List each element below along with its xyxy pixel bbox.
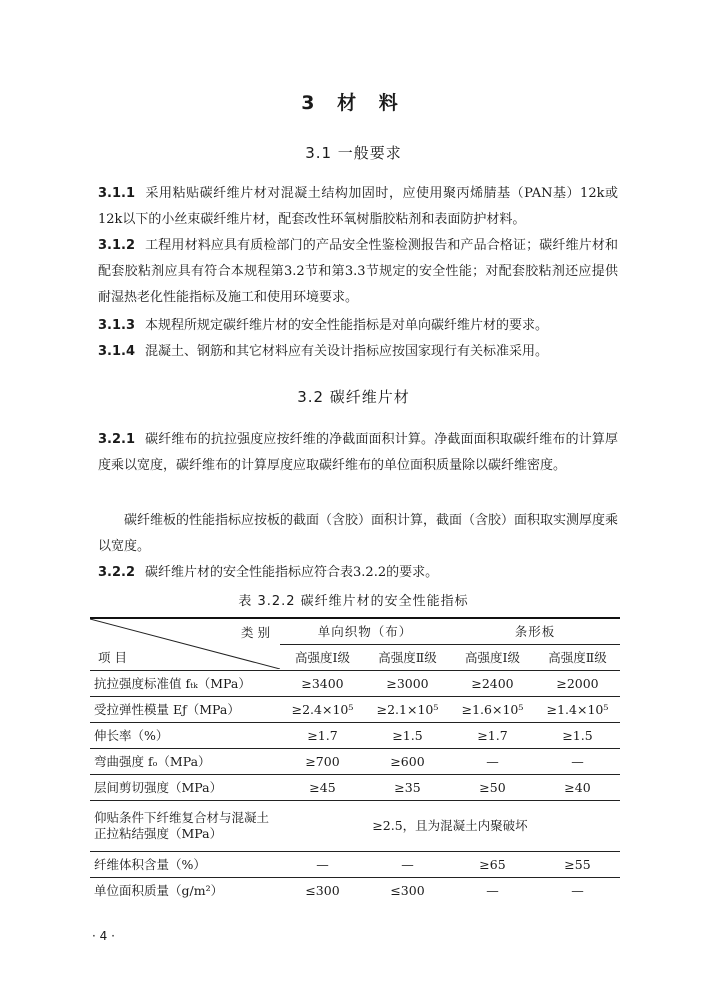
row-value: ≥50 [450, 775, 535, 801]
table-caption: 表 3.2.2 碳纤维片材的安全性能指标 [238, 594, 469, 609]
section-title-3-1: 3.1 一般要求 [305, 144, 402, 162]
row-value: ≥65 [450, 852, 535, 878]
safety-performance-table [90, 617, 620, 903]
clause-text: 碳纤维布的抗拉强度应按纤维的净截面面积计算。净截面面积取碳纤维布的计算厚度乘以宽度，碳纤维布的计算厚度应取碳纤维布的单位面积质量除以碳纤维密度。 [98, 432, 618, 473]
clause-3-1-1 [98, 181, 618, 233]
clause-3-2-1-continued: 碳纤维板的性能指标应按板的截面（含胶）面积计算，截面（含胶）面积取实测厚度乘以宽度。 [98, 513, 619, 554]
clause-3-1-3 [98, 313, 618, 339]
clause-number: 3.1.2 [98, 238, 136, 253]
table-row [90, 671, 620, 697]
clause-number: 3.1.4 [98, 344, 136, 359]
table-row [90, 697, 620, 723]
clause-number: 3.1.1 [98, 186, 136, 201]
row-value: ≥600 [365, 749, 450, 775]
row-item: 层间剪切强度（MPa） [90, 775, 280, 801]
subheader-cell: 高强度Ⅱ级 [365, 645, 450, 671]
group-header-fabric: 单向织物（布） [280, 618, 450, 645]
clause-3-1-4 [98, 339, 618, 365]
clause-3-2-2 [98, 560, 618, 586]
table-header-row [90, 618, 620, 645]
row-value: — [280, 852, 365, 878]
row-value: ≥1.5 [535, 723, 620, 749]
row-value: ≥2.1×10⁵ [365, 697, 450, 723]
row-item: 弯曲强度 fₒ（MPa） [90, 749, 280, 775]
row-value: ≥40 [535, 775, 620, 801]
page-number: · 4 · [92, 929, 115, 943]
row-value: ≥1.4×10⁵ [535, 697, 620, 723]
corner-category-label: 类 别 [241, 625, 270, 640]
table-row [90, 852, 620, 878]
row-merged-value: ≥2.5，且为混凝土内聚破坏 [280, 801, 620, 852]
row-item: 单位面积质量（g/m²） [90, 878, 280, 904]
clause-text: 采用粘贴碳纤维片材对混凝土结构加固时，应使用聚丙烯腈基（PAN基）12k或12k以下的小丝束碳纤维片材，配套改性环氧树脂胶粘剂和表面防护材料。 [98, 186, 618, 227]
clause-text: 本规程所规定碳纤维片材的安全性能指标是对单向碳纤维片材的要求。 [145, 318, 549, 333]
group-header-plate: 条形板 [450, 618, 620, 645]
row-value: ≤300 [365, 878, 450, 904]
row-item: 仰贴条件下纤维复合材与混凝土正拉粘结强度（MPa） [90, 801, 280, 852]
row-value: ≥55 [535, 852, 620, 878]
row-value: ≥2000 [535, 671, 620, 697]
row-value: ≥700 [280, 749, 365, 775]
corner-item-label: 项 目 [98, 650, 127, 665]
row-value: — [535, 878, 620, 904]
row-value: — [535, 749, 620, 775]
row-value: ≥3400 [280, 671, 365, 697]
row-value: ≥45 [280, 775, 365, 801]
row-value: ≥1.7 [280, 723, 365, 749]
row-value: ≥2.4×10⁵ [280, 697, 365, 723]
row-item: 受拉弹性模量 Eƒ（MPa） [90, 697, 280, 723]
row-value: ≥1.5 [365, 723, 450, 749]
clause-text: 混凝土、钢筋和其它材料应有关设计指标应按国家现行有关标准采用。 [145, 344, 549, 359]
row-value: ≥35 [365, 775, 450, 801]
table-row [90, 775, 620, 801]
row-value: ≤300 [280, 878, 365, 904]
clause-number: 3.2.2 [98, 565, 136, 580]
row-value: ≥1.6×10⁵ [450, 697, 535, 723]
table-row [90, 878, 620, 904]
row-value: — [450, 749, 535, 775]
subheader-cell: 高强度Ⅰ级 [450, 645, 535, 671]
subheader-cell: 高强度Ⅰ级 [280, 645, 365, 671]
row-item: 抗拉强度标准值 fₜₖ（MPa） [90, 671, 280, 697]
row-item: 伸长率（%） [90, 723, 280, 749]
row-item: 纤维体积含量（%） [90, 852, 280, 878]
table-row [90, 723, 620, 749]
row-value: — [450, 878, 535, 904]
clause-3-2-1 [98, 427, 618, 479]
clause-text: 工程用材料应具有质检部门的产品安全性鉴检测报告和产品合格证；碳纤维片材和配套胶粘剂应具有符合本规程第3.2节和第3.3节规定的安全性能；对配套胶粘剂还应提供耐湿热老化性能指标及施工和使用环境要求。 [98, 238, 618, 305]
clause-text: 碳纤维片材的安全性能指标应符合表3.2.2的要求。 [145, 565, 439, 580]
row-value: ≥2400 [450, 671, 535, 697]
row-value: ≥1.7 [450, 723, 535, 749]
table-row [90, 749, 620, 775]
section-title-3-2: 3.2 碳纤维片材 [297, 388, 410, 406]
clause-number: 3.1.3 [98, 318, 136, 333]
chapter-title: 3 材 料 [301, 92, 406, 114]
row-value: — [365, 852, 450, 878]
subheader-cell: 高强度Ⅱ级 [535, 645, 620, 671]
row-value: ≥3000 [365, 671, 450, 697]
table-corner-cell [90, 618, 280, 671]
table-row [90, 801, 620, 852]
clause-3-1-2 [98, 233, 618, 311]
clause-number: 3.2.1 [98, 432, 136, 447]
